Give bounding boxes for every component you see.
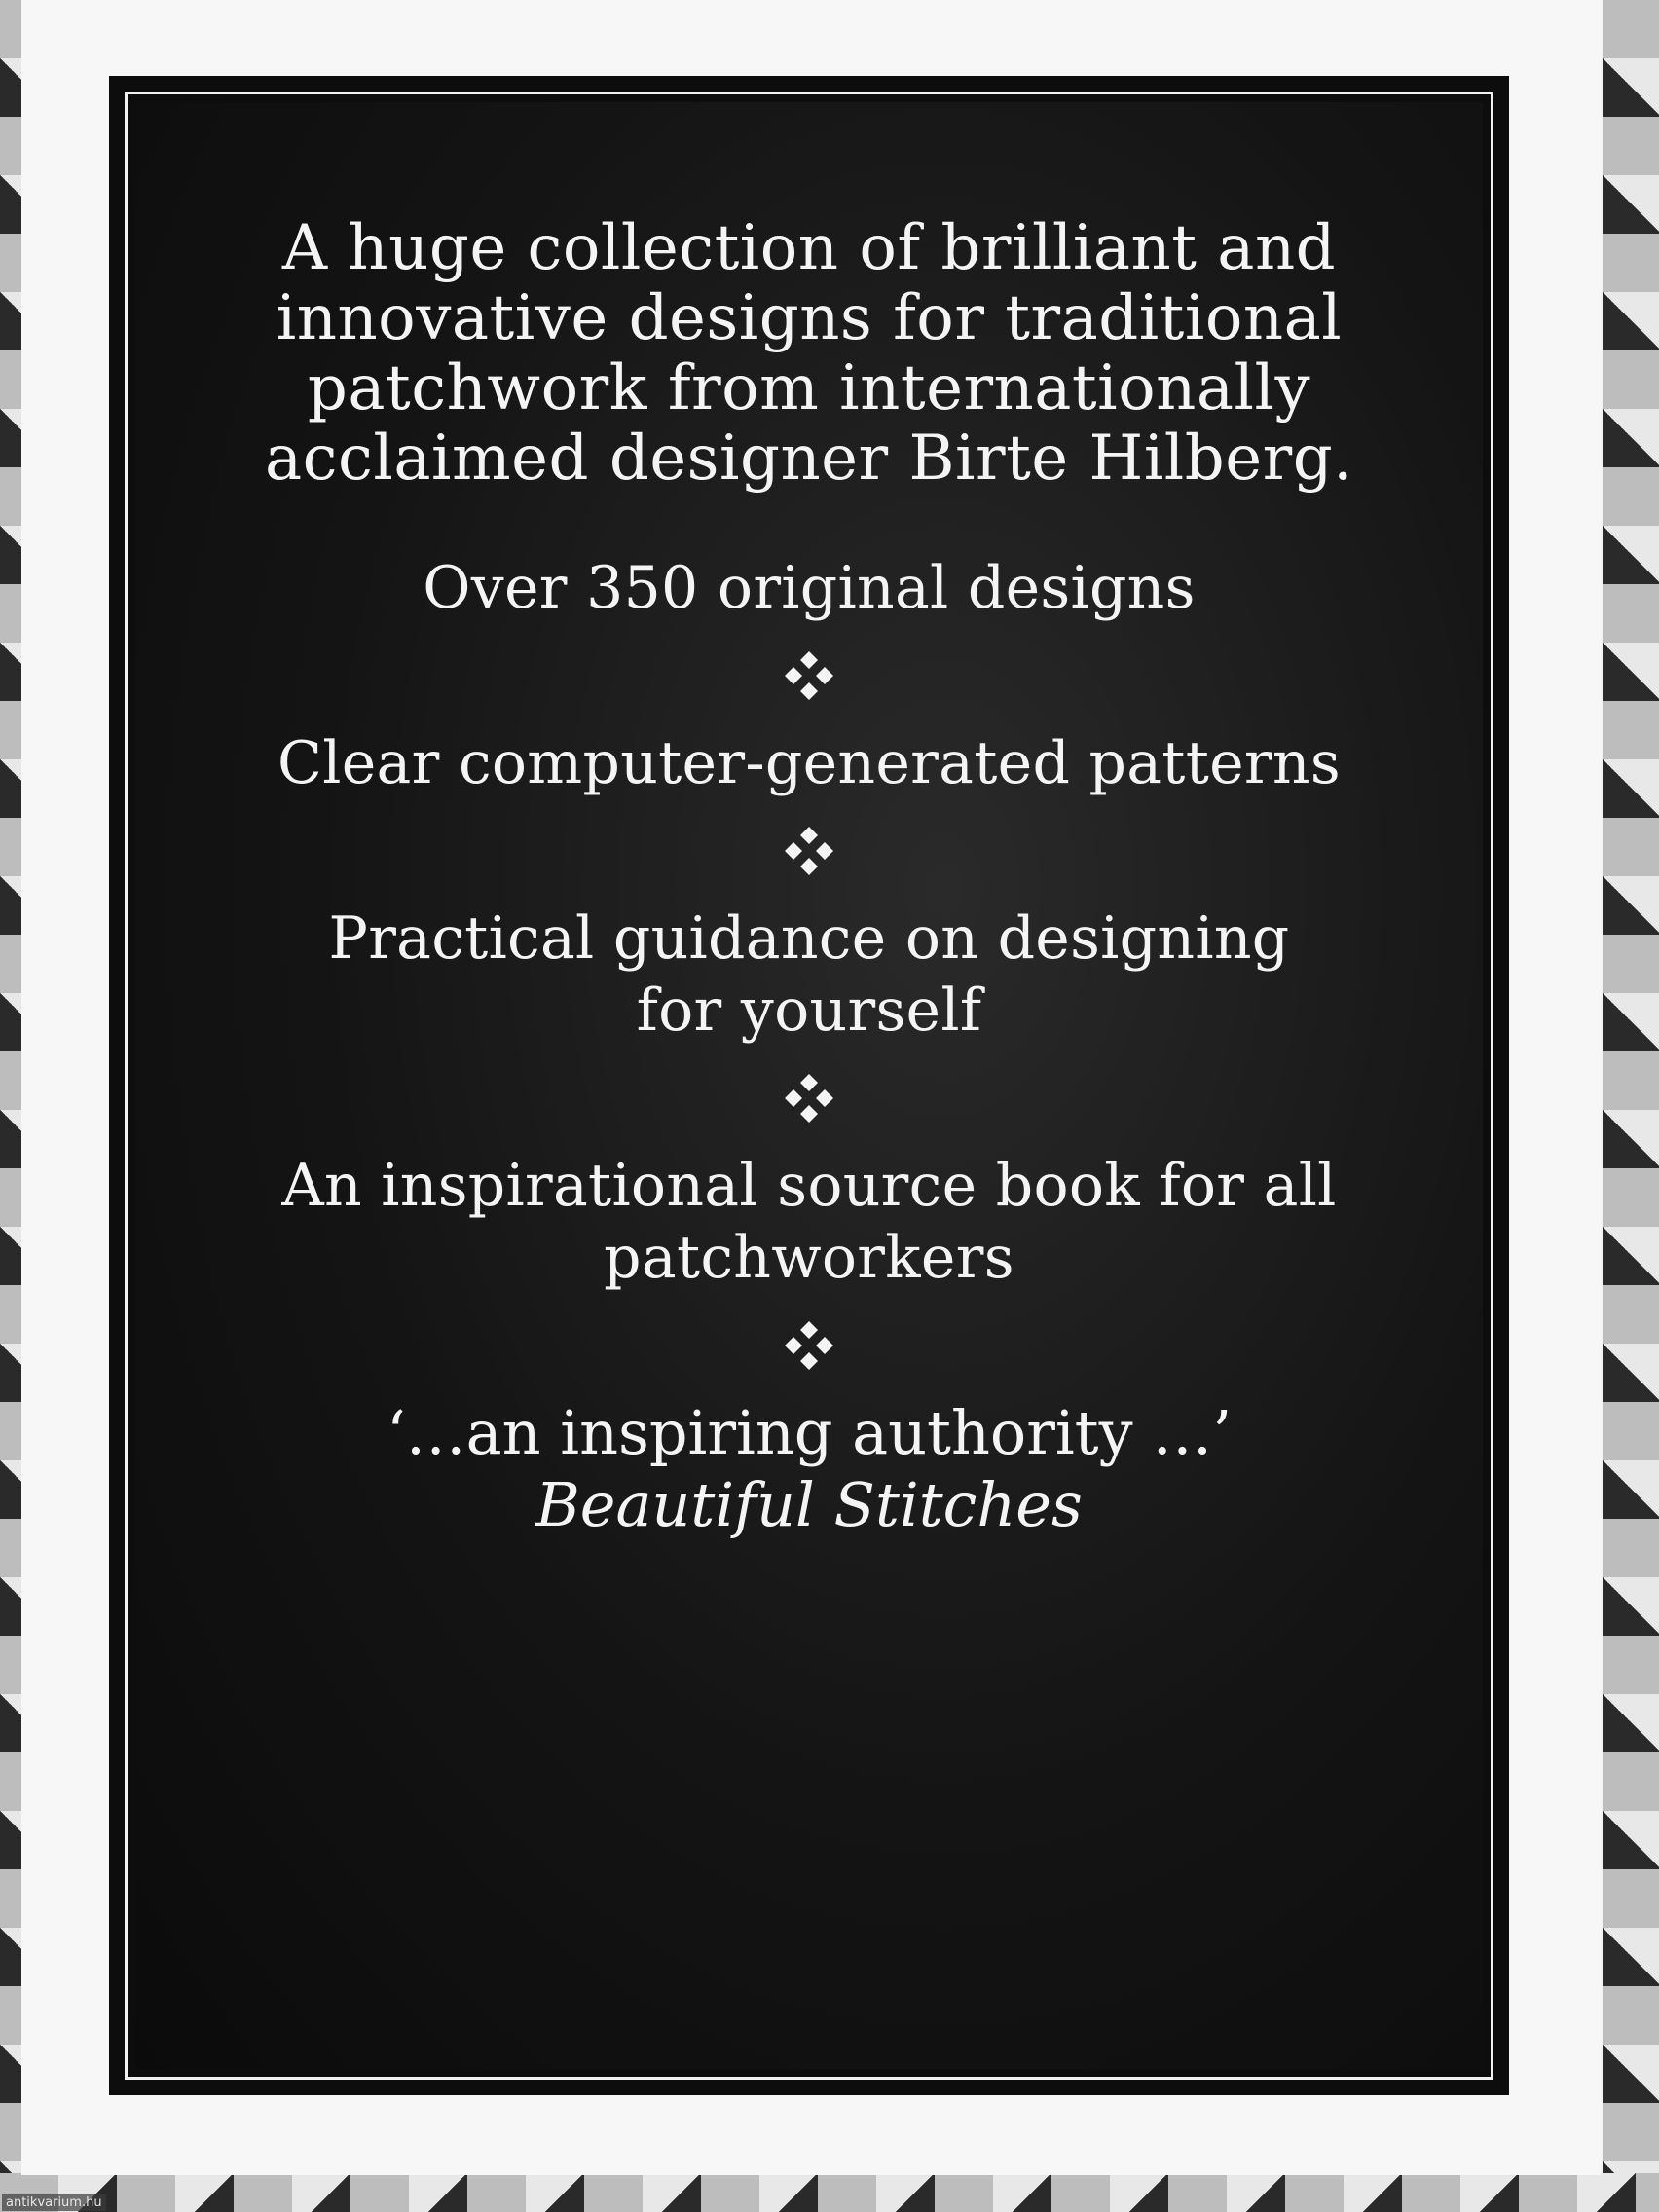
feature-item: Practical guidance on designing for yourself [328,904,1290,1045]
text-panel [135,102,1483,2069]
four-diamond-ornament-icon [783,1072,835,1124]
watermark-text: antikvarium.hu [2,2194,106,2211]
quilt-background-right [1603,0,1659,2212]
review-quote: ‘…an inspiring authority …’ [386,1397,1233,1468]
four-diamond-ornament-icon [783,825,835,877]
intro-paragraph: A huge collection of brilliant and innovative designs for traditional patchwork from internationally acclaimed designer Birte Hilberg. [265,212,1353,495]
inner-frame [125,92,1493,2080]
outer-frame [109,76,1509,2095]
feature-item: An inspirational source book for all patchworkers [281,1152,1337,1292]
four-diamond-ornament-icon [783,649,835,702]
quilt-background-bottom [0,2173,1659,2212]
feature-item: Over 350 original designs [423,554,1196,622]
feature-item: Clear computer-generated patterns [277,729,1341,797]
quote-attribution: Beautiful Stitches [535,1469,1083,1540]
panel-content [135,102,1483,1541]
four-diamond-ornament-icon [783,1319,835,1372]
